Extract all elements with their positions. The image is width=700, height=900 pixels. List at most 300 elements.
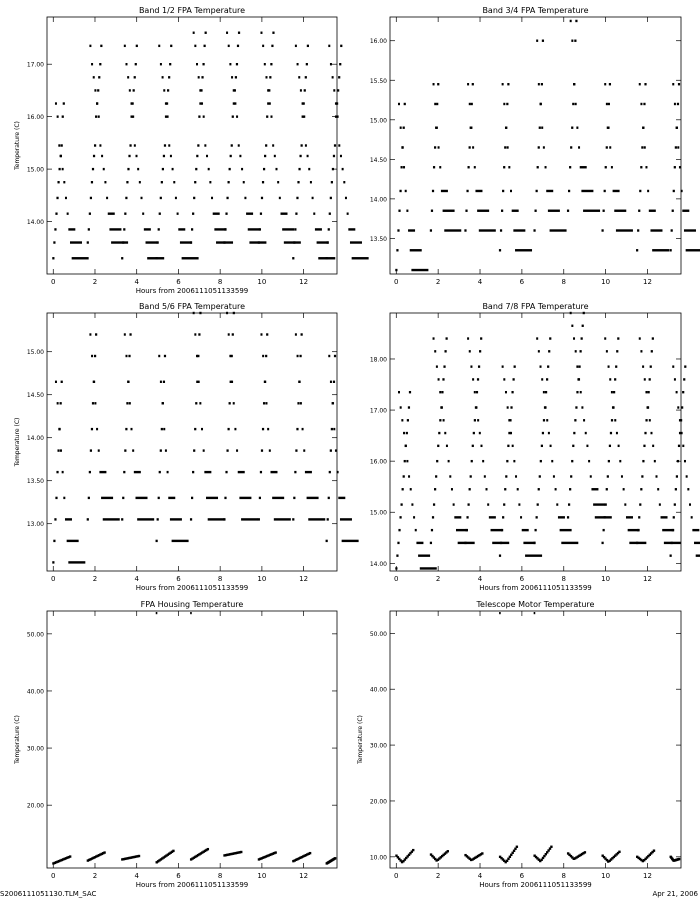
data-point <box>226 449 228 451</box>
data-point <box>642 365 644 367</box>
y-tick-label: 13.50 <box>26 478 44 486</box>
data-point <box>637 529 639 531</box>
data-point <box>512 210 519 212</box>
data-point <box>226 312 228 314</box>
data-point <box>683 378 685 380</box>
data-point <box>578 365 580 367</box>
data-point <box>229 168 231 170</box>
data-point <box>644 432 646 434</box>
y-tick-label: 15.00 <box>26 349 44 357</box>
data-point <box>674 166 676 168</box>
data-point <box>416 542 423 544</box>
data-point <box>292 257 294 259</box>
y-axis-label: Temperature (C) <box>14 121 21 170</box>
data-point <box>582 325 584 327</box>
data-point <box>56 471 58 473</box>
data-point <box>434 146 436 148</box>
data-point <box>161 428 163 430</box>
data-point <box>284 241 301 243</box>
data-point <box>132 115 134 117</box>
data-point <box>439 166 441 168</box>
data-point <box>613 406 615 408</box>
data-point <box>167 471 169 473</box>
data-point <box>103 518 120 520</box>
data-point <box>574 40 576 42</box>
data-series <box>395 612 680 863</box>
y-axis-label: Temperature (C) <box>14 417 21 467</box>
data-point <box>639 503 641 505</box>
x-tick-label: 12 <box>643 575 652 583</box>
data-point <box>270 471 277 473</box>
data-point <box>238 32 240 34</box>
data-point <box>539 475 541 477</box>
data-point <box>654 460 656 462</box>
footer-filename: S2006111051130.TLM_SAC <box>0 890 97 898</box>
data-point <box>406 432 408 434</box>
data-point <box>643 445 645 447</box>
data-point <box>98 76 100 78</box>
data-point <box>338 144 340 146</box>
x-tick-label: 10 <box>601 278 611 286</box>
data-point <box>208 168 210 170</box>
data-point <box>469 350 471 352</box>
x-tick-label: 6 <box>519 278 525 286</box>
data-point <box>274 155 276 157</box>
data-point <box>90 197 92 199</box>
data-point <box>696 554 700 556</box>
data-point <box>588 460 590 462</box>
data-series <box>395 20 700 271</box>
data-point <box>678 858 680 860</box>
data-point <box>606 146 608 148</box>
data-point <box>124 449 126 451</box>
data-point <box>163 428 165 430</box>
data-point <box>405 190 407 192</box>
data-point <box>100 45 102 47</box>
data-point <box>558 516 565 518</box>
data-point <box>561 542 578 544</box>
data-point <box>580 391 582 393</box>
data-point <box>333 381 335 383</box>
data-point <box>515 475 517 477</box>
data-point <box>106 197 108 199</box>
data-point <box>274 851 276 853</box>
data-point <box>546 190 553 192</box>
data-point <box>158 497 160 499</box>
data-point <box>194 45 196 47</box>
y-tick-label: 50.00 <box>369 630 387 638</box>
y-tick-label: 50.00 <box>26 631 44 639</box>
data-point <box>430 229 432 231</box>
data-point <box>175 197 177 199</box>
plot-frame <box>47 17 337 274</box>
data-point <box>69 855 71 857</box>
data-point <box>91 63 93 65</box>
y-tick-label: 15.00 <box>369 509 387 517</box>
data-point <box>262 45 264 47</box>
data-point <box>541 127 543 129</box>
data-point <box>243 181 245 183</box>
data-point <box>436 103 438 105</box>
data-point <box>507 146 509 148</box>
data-point <box>304 89 306 91</box>
data-point <box>146 241 158 243</box>
data-point <box>441 190 448 192</box>
data-point <box>650 365 652 367</box>
y-tick-label: 15.00 <box>26 166 44 174</box>
data-point <box>453 503 455 505</box>
data-point <box>236 449 238 451</box>
data-point <box>88 497 90 499</box>
data-point <box>607 475 609 477</box>
y-tick-label: 17.00 <box>369 407 387 415</box>
data-point <box>468 503 470 505</box>
data-point <box>234 102 236 104</box>
data-point <box>508 166 510 168</box>
data-point <box>468 166 470 168</box>
data-point <box>138 855 140 857</box>
data-point <box>239 155 241 157</box>
data-point <box>330 197 332 199</box>
data-point <box>510 406 512 408</box>
y-tick-label: 30.00 <box>369 742 387 750</box>
data-point <box>580 166 587 168</box>
data-point <box>270 63 272 65</box>
data-point <box>330 63 332 65</box>
x-tick-label: 6 <box>519 872 525 880</box>
data-point <box>201 76 203 78</box>
data-point <box>239 497 251 499</box>
data-point <box>122 241 124 243</box>
data-point <box>302 102 304 104</box>
data-point <box>199 89 201 91</box>
data-point <box>271 45 273 47</box>
x-tick-label: 4 <box>477 872 483 880</box>
data-point <box>543 419 545 421</box>
data-point <box>204 471 211 473</box>
data-point <box>294 471 296 473</box>
data-point <box>352 257 369 259</box>
data-point <box>673 190 675 192</box>
data-point <box>431 210 433 212</box>
data-point <box>578 378 580 380</box>
data-point <box>331 428 333 430</box>
x-tick-label: 4 <box>477 278 483 286</box>
data-point <box>195 168 197 170</box>
data-point <box>472 445 474 447</box>
data-point <box>129 402 131 404</box>
data-point <box>134 144 136 146</box>
data-point <box>225 471 227 473</box>
data-point <box>541 83 543 85</box>
data-point <box>194 181 196 183</box>
data-point <box>550 445 552 447</box>
data-point <box>231 144 233 146</box>
data-point <box>307 45 309 47</box>
data-point <box>196 63 198 65</box>
data-point <box>540 460 542 462</box>
data-point <box>572 103 574 105</box>
data-point <box>679 166 681 168</box>
data-point <box>546 419 548 421</box>
y-tick-label: 16.00 <box>26 114 44 122</box>
data-point <box>535 529 537 531</box>
data-point <box>402 488 404 490</box>
data-point <box>61 144 63 146</box>
data-point <box>409 391 411 393</box>
data-point <box>570 312 572 314</box>
data-point <box>224 497 226 499</box>
data-point <box>550 846 552 848</box>
data-point <box>436 365 438 367</box>
data-point <box>65 518 72 520</box>
data-point <box>397 229 399 231</box>
data-point <box>406 460 408 462</box>
data-point <box>126 181 128 183</box>
x-axis-label: Hours from 2006111051133599 <box>479 881 592 889</box>
data-point <box>656 475 658 477</box>
data-point <box>507 406 509 408</box>
data-point <box>94 144 96 146</box>
data-point <box>608 365 610 367</box>
data-point <box>608 127 610 129</box>
data-point <box>681 406 683 408</box>
data-point <box>574 419 576 421</box>
data-point <box>275 168 277 170</box>
data-point <box>443 419 445 421</box>
data-point <box>399 516 401 518</box>
data-point <box>57 402 59 404</box>
data-point <box>403 127 405 129</box>
data-point <box>130 102 132 104</box>
data-point <box>475 406 477 408</box>
data-point <box>572 445 574 447</box>
data-point <box>670 249 672 251</box>
data-point <box>162 76 164 78</box>
data-point <box>583 419 585 421</box>
data-point <box>510 432 512 434</box>
data-point <box>204 45 206 47</box>
data-point <box>136 155 138 157</box>
data-point <box>672 365 674 367</box>
data-point <box>129 333 131 335</box>
data-point <box>479 432 481 434</box>
data-point <box>505 391 507 393</box>
data-point <box>60 402 62 404</box>
data-point <box>248 228 260 230</box>
data-point <box>241 518 258 520</box>
data-point <box>308 168 310 170</box>
data-point <box>502 83 504 85</box>
data-point <box>678 83 680 85</box>
data-point <box>307 155 309 157</box>
x-tick-label: 2 <box>435 278 441 286</box>
data-point <box>265 402 267 404</box>
data-point <box>616 229 633 231</box>
data-point <box>211 197 213 199</box>
data-point <box>636 542 638 544</box>
data-point <box>237 45 239 47</box>
data-point <box>474 419 476 421</box>
data-point <box>536 337 538 339</box>
data-point <box>300 89 302 91</box>
y-axis-label: Temperature (C) <box>357 715 364 764</box>
data-point <box>299 155 301 157</box>
data-point <box>517 488 519 490</box>
data-point <box>621 475 623 477</box>
data-point <box>128 155 130 157</box>
data-point <box>232 333 234 335</box>
data-point <box>327 241 329 243</box>
data-point <box>137 168 139 170</box>
data-point <box>163 155 165 157</box>
data-point <box>164 355 166 357</box>
data-point <box>547 365 549 367</box>
x-tick-label: 0 <box>51 872 56 880</box>
data-point <box>500 542 502 544</box>
data-point <box>543 391 545 393</box>
data-point <box>471 103 473 105</box>
data-point <box>430 542 432 544</box>
data-point <box>297 402 299 404</box>
data-point <box>616 350 618 352</box>
data-point <box>614 419 616 421</box>
x-tick-label: 6 <box>176 575 181 583</box>
data-point <box>97 89 99 91</box>
data-point <box>67 212 69 214</box>
data-point <box>326 257 328 259</box>
data-point <box>609 146 611 148</box>
data-point <box>296 428 298 430</box>
data-point <box>500 229 502 231</box>
data-point <box>615 365 617 367</box>
x-axis-label: Hours from 2006111051133599 <box>135 881 249 889</box>
data-point <box>191 497 193 499</box>
data-point <box>502 190 504 192</box>
data-point <box>124 333 126 335</box>
data-point <box>403 475 405 477</box>
data-point <box>328 45 330 47</box>
data-point <box>451 488 453 490</box>
data-point <box>505 475 507 477</box>
data-point <box>506 103 508 105</box>
data-point <box>225 212 227 214</box>
data-point <box>72 257 89 259</box>
data-point <box>199 312 201 314</box>
x-tick-label: 0 <box>394 278 399 286</box>
data-point <box>614 210 626 212</box>
data-point <box>481 852 483 854</box>
plot-frame <box>47 313 337 571</box>
data-point <box>438 146 440 148</box>
data-point <box>442 378 444 380</box>
data-point <box>571 40 573 42</box>
data-point <box>337 115 339 117</box>
data-point <box>258 241 260 243</box>
data-point <box>328 228 330 230</box>
data-point <box>395 567 397 569</box>
data-point <box>125 197 127 199</box>
y-tick-label: 14.00 <box>369 196 387 204</box>
data-point <box>160 449 162 451</box>
data-point <box>567 210 569 212</box>
data-point <box>657 488 659 490</box>
data-point <box>689 503 691 505</box>
data-point <box>258 518 260 520</box>
data-point <box>196 355 198 357</box>
data-point <box>398 391 400 393</box>
data-point <box>195 402 197 404</box>
x-tick-label: 10 <box>601 575 611 583</box>
data-point <box>297 355 299 357</box>
data-point <box>580 350 582 352</box>
data-point <box>333 428 335 430</box>
data-point <box>63 181 65 183</box>
data-point <box>640 166 642 168</box>
data-point <box>682 391 684 393</box>
data-point <box>261 197 263 199</box>
chart-title: Telescope Motor Temperature <box>476 600 595 609</box>
x-tick-label: 10 <box>257 872 267 880</box>
x-tick-label: 8 <box>217 575 223 583</box>
x-tick-label: 2 <box>92 872 98 880</box>
data-point <box>167 89 169 91</box>
data-point <box>411 503 413 505</box>
data-point <box>272 144 274 146</box>
data-point <box>413 516 415 518</box>
data-point <box>127 76 129 78</box>
data-point <box>639 83 641 85</box>
data-point <box>301 333 303 335</box>
data-point <box>507 445 509 447</box>
data-point <box>109 228 121 230</box>
data-point <box>590 475 592 477</box>
data-point <box>62 168 64 170</box>
data-point <box>334 857 336 859</box>
data-point <box>541 445 543 447</box>
data-point <box>269 102 271 104</box>
data-point <box>240 851 242 853</box>
y-axis-label: Temperature (C) <box>14 715 21 764</box>
data-point <box>182 257 199 259</box>
chart-panel-6 <box>357 600 681 889</box>
data-point <box>298 76 300 78</box>
data-point <box>548 432 550 434</box>
data-point <box>159 212 161 214</box>
data-point <box>507 83 509 85</box>
x-tick-label: 2 <box>92 278 98 286</box>
data-point <box>301 144 303 146</box>
data-point <box>403 432 405 434</box>
data-point <box>645 166 647 168</box>
data-point <box>338 497 345 499</box>
chart-panel-1 <box>14 6 369 295</box>
data-point <box>163 381 165 383</box>
data-point <box>55 212 57 214</box>
data-point <box>310 181 312 183</box>
data-point <box>231 76 233 78</box>
data-point <box>480 337 482 339</box>
data-point <box>264 63 266 65</box>
data-point <box>93 155 95 157</box>
data-point <box>581 337 583 339</box>
data-point <box>332 402 334 404</box>
data-point <box>437 445 439 447</box>
data-point <box>540 365 542 367</box>
data-point <box>104 181 106 183</box>
data-point <box>99 63 101 65</box>
data-point <box>54 228 56 230</box>
